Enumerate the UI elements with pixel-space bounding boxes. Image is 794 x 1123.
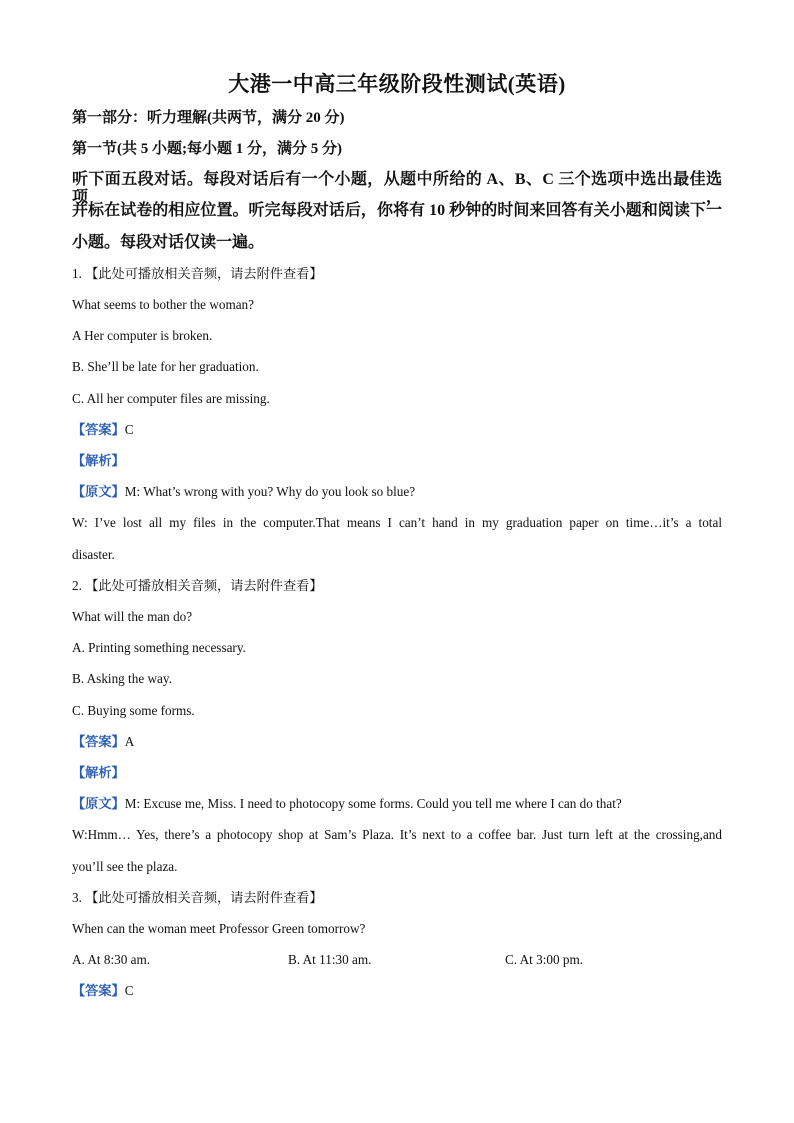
q1-header: 1. 【此处可播放相关音频，请去附件查看】 [72, 266, 323, 281]
q1-option-c: C. All her computer files are missing. [72, 391, 270, 406]
q2-transcript-2: W:Hmm… Yes, there’s a photocopy shop at Sam’s Plaza. It’s next to a coffee bar. Just turn left at the crossing,and [72, 827, 722, 842]
analysis-label: 【解析】 [72, 765, 125, 780]
q2-answer [72, 733, 722, 751]
q1-transcript-3: disaster. [72, 547, 115, 562]
q1-answer [72, 421, 722, 439]
q2-answer-value: A [124, 734, 135, 749]
original-label: 【原文】 [72, 796, 125, 811]
q2-option-a: A. Printing something necessary. [72, 640, 246, 655]
q2-question: What will the man do? [72, 609, 193, 624]
q3-answer [72, 982, 722, 1000]
q2-transcript-1 [72, 795, 722, 813]
q1-option-a: A Her computer is broken. [72, 328, 213, 343]
q1-answer-value: C [124, 422, 134, 437]
instructions-line-1: 听下面五段对话。每段对话后有一个小题，从题中所给的 A、B、C 三个选项中选出最佳选项， [72, 171, 722, 206]
q1-transcript-1 [72, 483, 722, 501]
instructions-line-3: 小题。每段对话仅读一遍。 [72, 234, 265, 251]
section-heading: 第一节(共 5 小题;每小题 1 分，满分 5 分) [72, 141, 342, 157]
q2-option-b: B. Asking the way. [72, 671, 172, 686]
q1-transcript-text-1: M: What’s wrong with you? Why do you look so blue? [124, 484, 416, 499]
part-heading: 第一部分：听力理解(共两节，满分 20 分) [72, 110, 345, 126]
page-title: 大港一中高三年级阶段性测试(英语) [228, 72, 566, 96]
q3-option-a: A. At 8:30 am. [72, 952, 151, 967]
answer-label: 【答案】 [72, 983, 125, 998]
original-label: 【原文】 [72, 484, 125, 499]
q3-header: 3. 【此处可播放相关音频，请去附件查看】 [72, 890, 323, 905]
q1-analysis [72, 452, 722, 470]
instructions-line-2: 并标在试卷的相应位置。听完每段对话后，你将有 10 秒钟的时间来回答有关小题和阅读下一 [72, 202, 722, 219]
q3-answer-value: C [124, 983, 134, 998]
q2-analysis [72, 764, 722, 782]
q1-transcript-2: W: I’ve lost all my files in the computer.That means I can’t hand in my graduation paper on time…it’s a total [72, 515, 722, 530]
q2-transcript-3: you’ll see the plaza. [72, 859, 178, 874]
q1-option-b: B. She’ll be late for her graduation. [72, 359, 259, 374]
q3-option-b: B. At 11:30 am. [288, 952, 372, 967]
q3-option-c: C. At 3:00 pm. [505, 952, 584, 967]
q2-header: 2. 【此处可播放相关音频，请去附件查看】 [72, 578, 323, 593]
analysis-label: 【解析】 [72, 453, 125, 468]
q3-question: When can the woman meet Professor Green tomorrow? [72, 921, 366, 936]
answer-label: 【答案】 [72, 734, 125, 749]
q2-option-c: C. Buying some forms. [72, 703, 195, 718]
answer-label: 【答案】 [72, 422, 125, 437]
q1-question: What seems to bother the woman? [72, 297, 255, 312]
q2-transcript-text-1: M: Excuse me, Miss. I need to photocopy some forms. Could you tell me where I can do that? [124, 796, 622, 811]
